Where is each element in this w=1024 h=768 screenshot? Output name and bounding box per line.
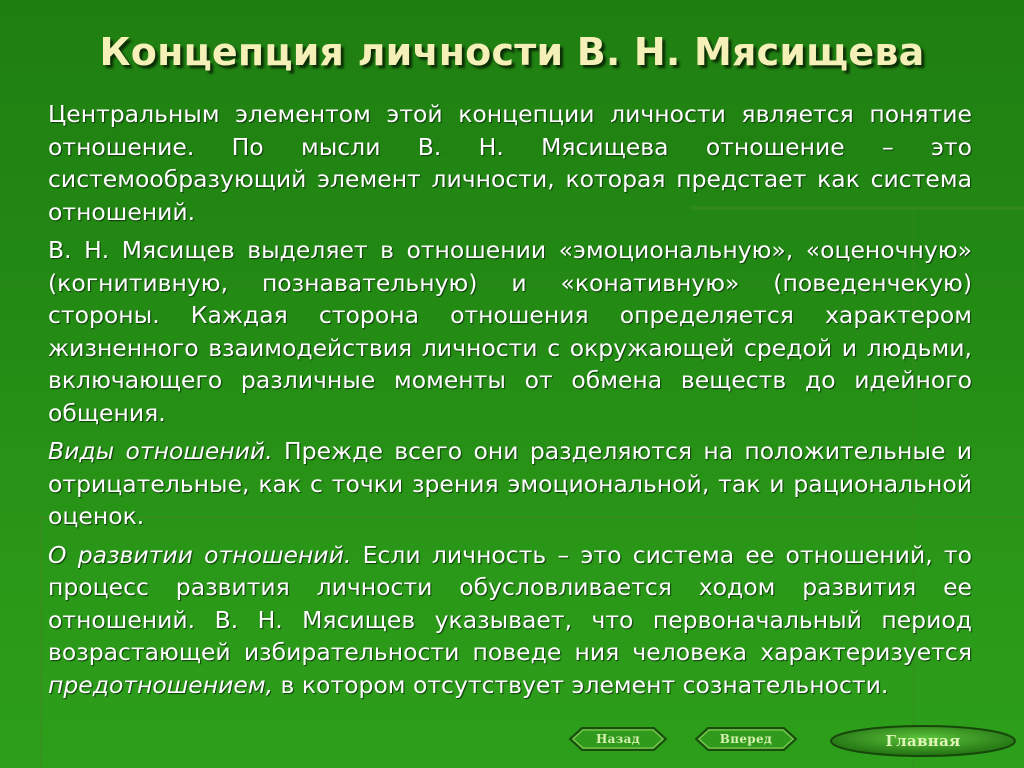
- paragraph-3-text: Прежде всего они разделяются на положительные и отрицательные, как с точки зрения эмоциональной, так и рациональной оценок.: [48, 437, 972, 530]
- decorative-line: [40, 516, 43, 768]
- paragraph-4-italic-term: предотношением,: [48, 670, 274, 699]
- paragraph-4-text-before: Если личность – это система ее отношений, то процесс развития личности обусловливается ходом развития ее отношений. В. Н. Мясищев указывает, что первоначальный период возрастающей избирательности поведе ния человека характеризуется: [48, 540, 973, 666]
- home-button[interactable]: [828, 724, 1018, 758]
- slide-title: Концепция личности В. Н. Мясищева: [99, 30, 925, 74]
- forward-button[interactable]: [694, 726, 798, 752]
- paragraph-4-text-after: в котором отсутствует элемент сознательности.: [273, 670, 889, 699]
- paragraph-3: [48, 435, 972, 533]
- back-button-label: Назад: [595, 732, 641, 746]
- paragraph-4: [48, 539, 972, 702]
- back-button[interactable]: [568, 726, 668, 752]
- home-button-label: Главная: [885, 732, 961, 750]
- paragraph-1: Центральным элементом этой концепции личности является понятие отношение. По мысли В. Н. Мясищева отношение – это системообразующий элемент личности, которая предстает как система отношений.: [48, 100, 972, 226]
- paragraph-3-lead: Виды отношений.: [48, 437, 273, 465]
- paragraph-2: В. Н. Мясищев выделяет в отношении «эмоциональную», «оценочную» (когнитивную, познавательную) и «конативную» (поведенчекую) стороны. Каждая сторона отношения определяется характером жизненного взаимодействия личности с окружающей средой и людьми, включающего различные моменты от обмена веществ до идейного общения.: [48, 236, 972, 427]
- slide-body: [48, 98, 972, 707]
- forward-button-label: Вперед: [719, 732, 773, 746]
- paragraph-4-lead: О развитии отношений.: [48, 540, 352, 569]
